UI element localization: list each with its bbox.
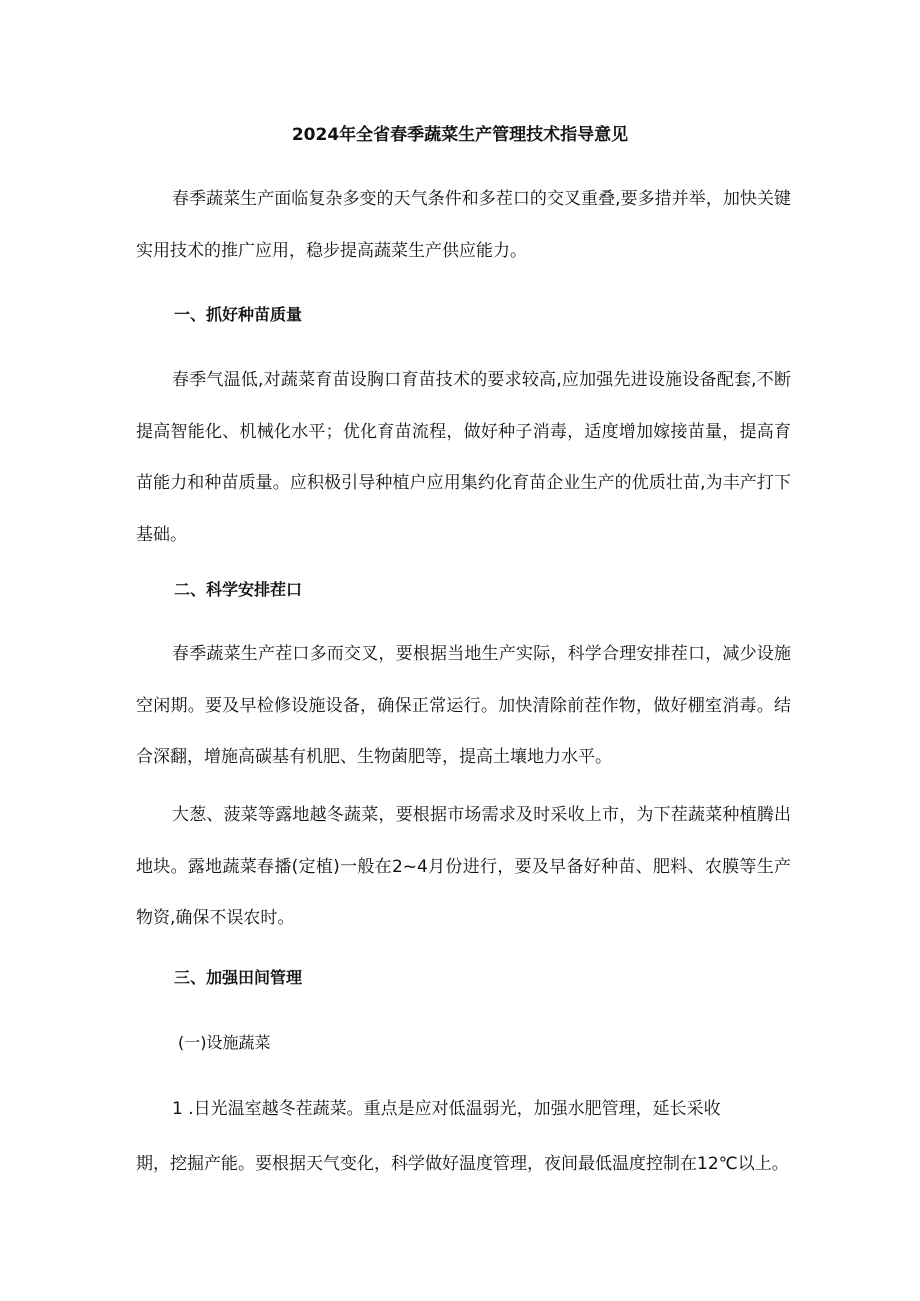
section-heading-seedling-quality: 一、抓好种苗质量	[174, 305, 303, 324]
subsection-heading-facility-vegetables: (一)设施蔬菜	[178, 1033, 271, 1052]
section2-paragraph-2: 大葱、菠菜等露地越冬蔬菜，要根据市场需求及时采收上市，为下茬蔬菜种植腾出地块。露地蔬菜春播(定植)一般在2~4月份进行，要及早备好种苗、肥料、农膜等生产物资,确保不误农时。	[136, 805, 791, 928]
intro-paragraph: 春季蔬菜生产面临复杂多变的天气条件和多茬口的交叉重叠,要多措并举，加快关键实用技术的推广应用，稳步提高蔬菜生产供应能力。	[136, 189, 791, 261]
section1-paragraph: 春季气温低,对蔬菜育苗设胸口育苗技术的要求较高,应加强先进设施设备配套,不断提高智能化、机械化水平；优化育苗流程，做好种子消毒，适度增加嫁接苗量，提高育苗能力和种苗质量。应积极引导种植户应用集约化育苗企业生产的优质壮苗,为丰产打下基础。	[136, 370, 791, 545]
item1-line-2: 期，挖掘产能。要根据天气变化，科学做好温度管理，夜间最低温度控制在12℃以上。	[136, 1154, 789, 1174]
section-heading-field-management: 三、加强田间管理	[174, 968, 303, 987]
document-title: 2024年全省春季蔬菜生产管理技术指导意见	[291, 125, 629, 145]
section2-paragraph-1: 春季蔬菜生产茬口多而交叉，要根据当地生产实际，科学合理安排茬口，减少设施空闲期。要及早检修设施设备，确保正常运行。加快清除前茬作物，做好棚室消毒。结合深翻，增施高碳基有机肥、生物菌肥等，提高土壤地力水平。	[136, 644, 791, 767]
section-heading-crop-rotation: 二、科学安排茬口	[174, 580, 303, 599]
item1-line-1: 1 .日光温室越冬茬蔬菜。重点是应对低温弱光，加强水肥管理，延长采收	[172, 1099, 721, 1119]
